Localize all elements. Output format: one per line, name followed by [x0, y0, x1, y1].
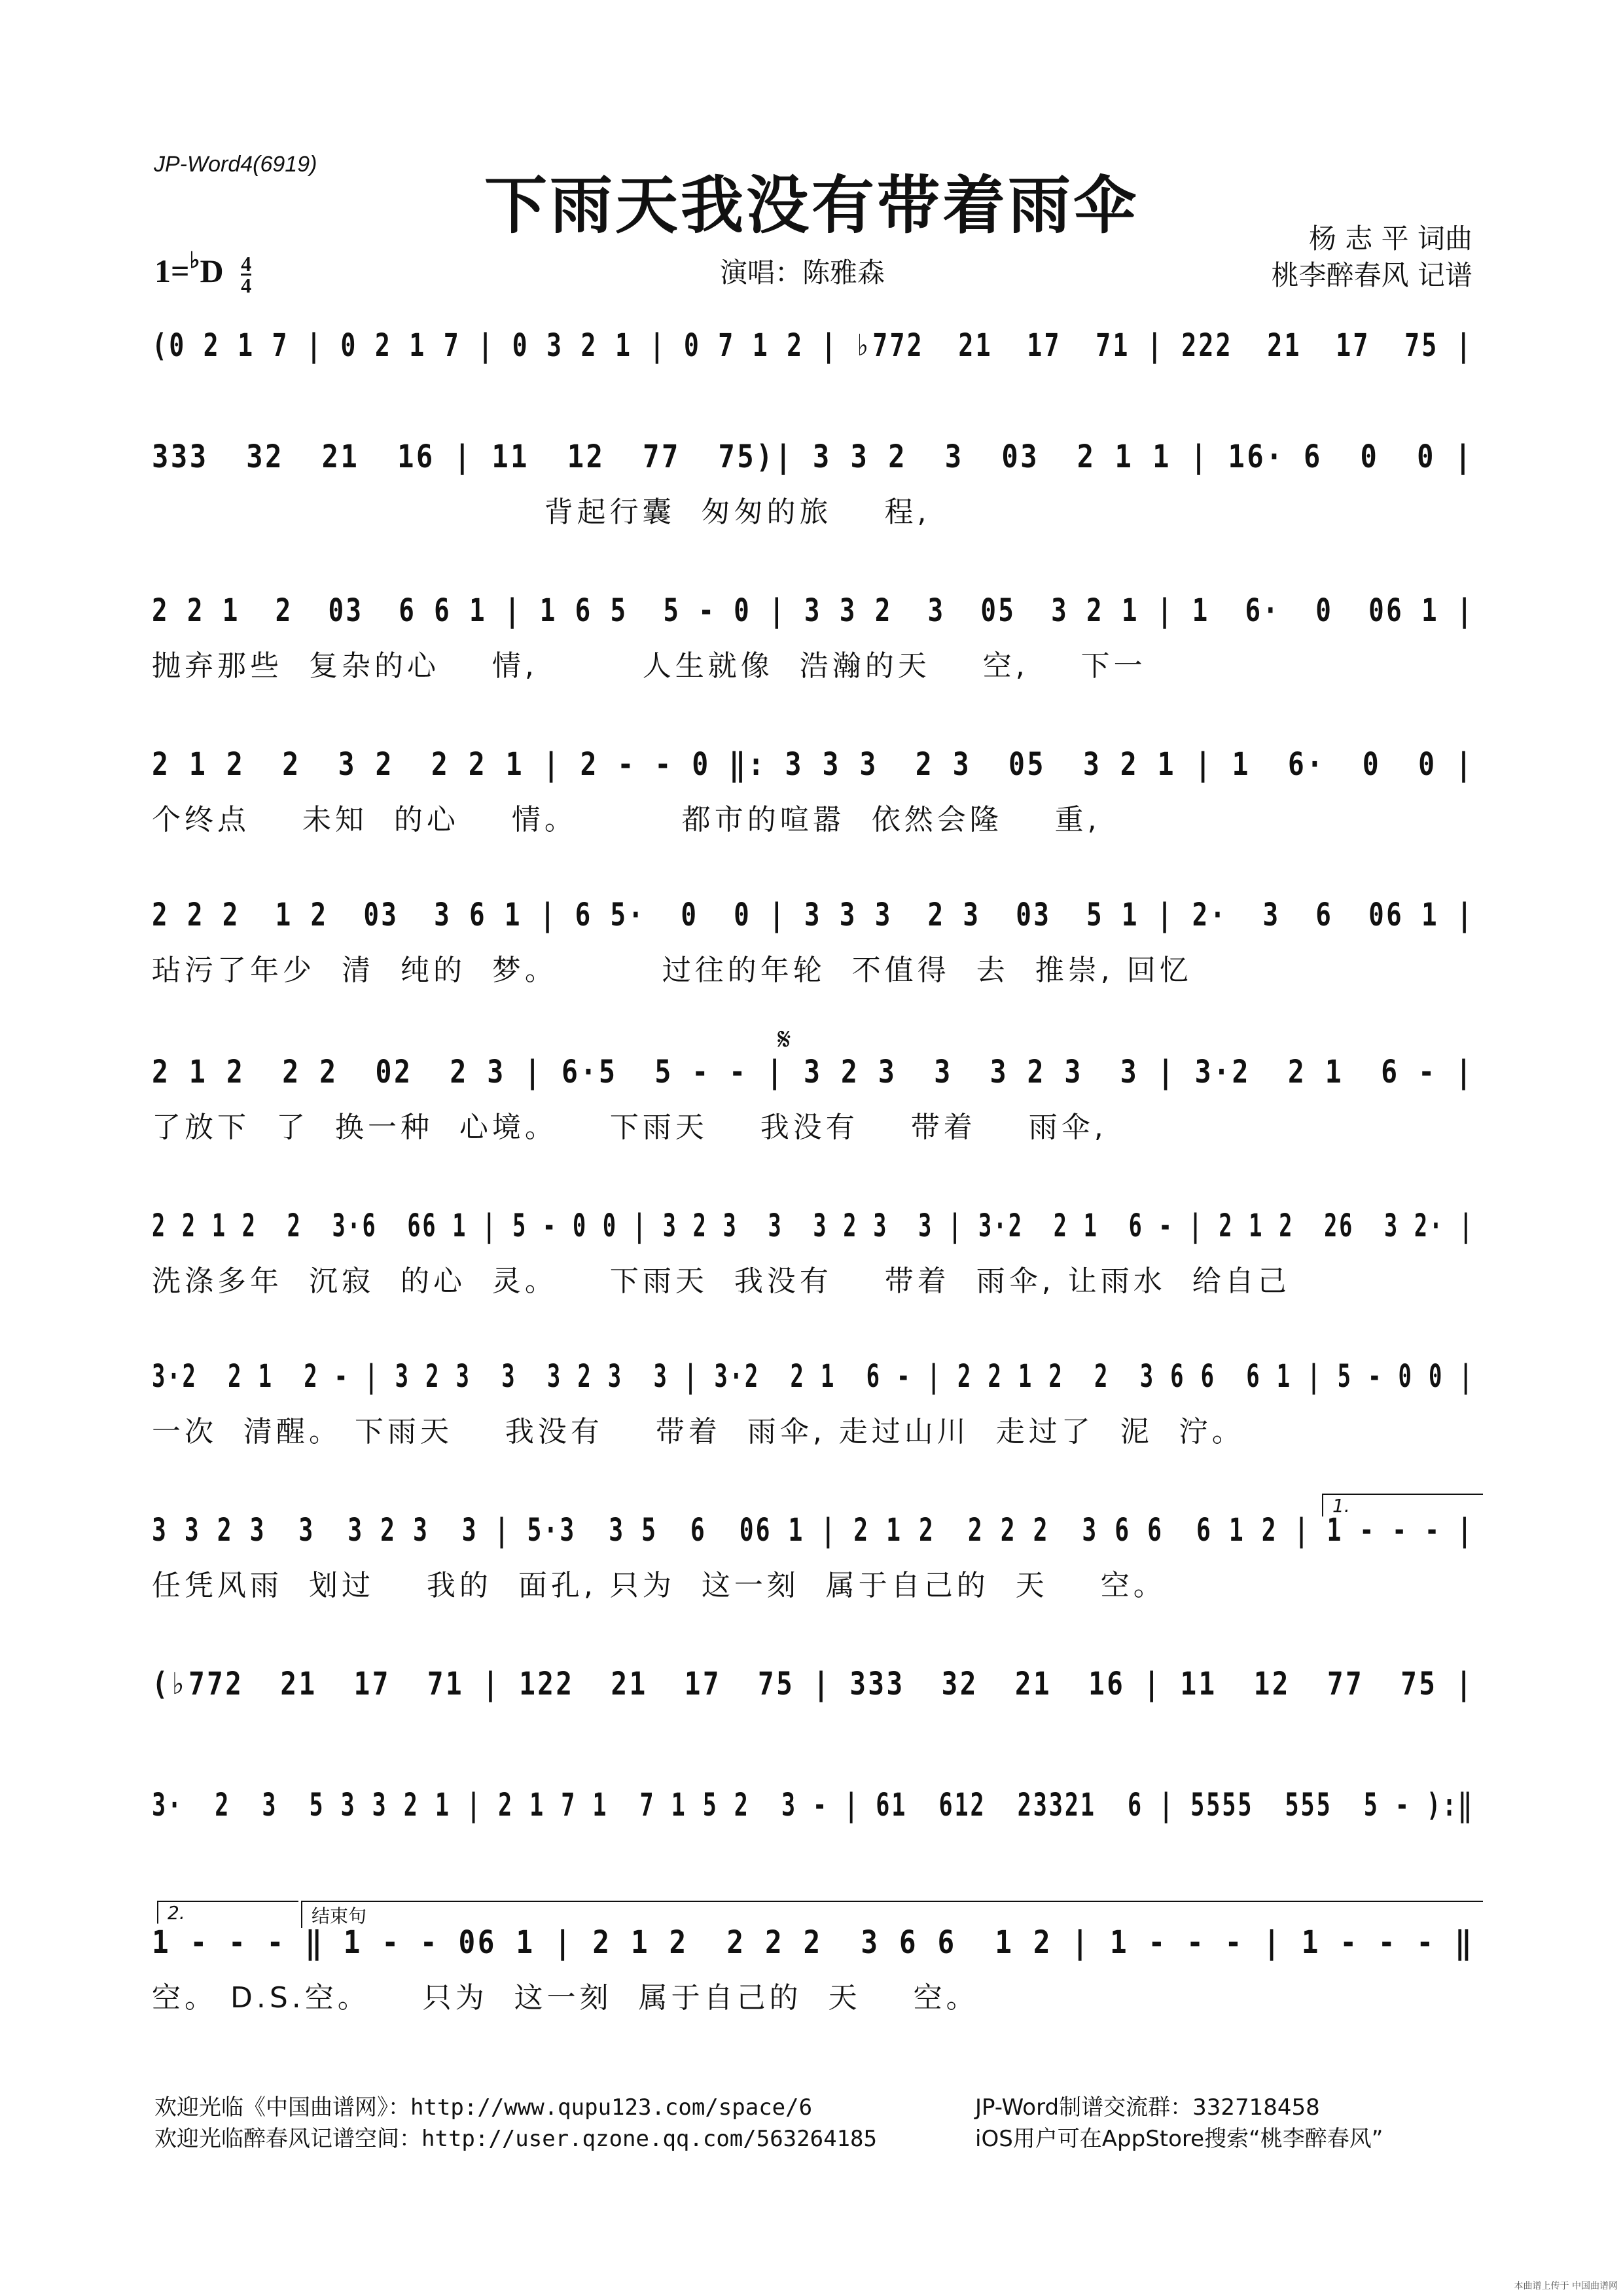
staff-notes: 3 3 2 3 3 3 2 3 3 | 5·3 3 5 6 06 1 | 2 1 2 2 2 2 3 6 6 6 1 2 | 1 - - - | — [152, 1512, 1474, 1549]
beam-lines — [152, 1706, 1474, 1719]
volta-second-ending: 2. — [157, 1901, 298, 1924]
lyric-line: 背起行囊 匆匆的旅 程, — [152, 495, 931, 529]
upload-stamp: 本曲谱上传于 中国曲谱网 — [1514, 2281, 1618, 2291]
staff-notes: 3· 2 3 5 3 3 2 1 | 2 1 7 1 7 1 5 2 3 - | 61 612 23321 6 | 5555 555 5 - ):‖ — [152, 1787, 1474, 1823]
volta-first-ending: 1. — [1322, 1494, 1483, 1516]
staff-line-9 — [152, 1512, 1474, 1604]
staff-line-2 — [152, 439, 1474, 530]
footer-qzone-link[interactable]: 欢迎光临醉春风记谱空间：http://user.qzone.qq.com/563264185 — [154, 2126, 877, 2152]
staff-notes: (0 2 1 7 | 0 2 1 7 | 0 3 2 1 | 0 7 1 2 | ♭772 21 17 71 | 222 21 17 75 | — [152, 327, 1473, 364]
staff-notes: 2 1 2 2 2 02 2 3 | 6·5 5 - - | 3 2 3 3 3 2 3 3 | 3·2 2 1 6 - | — [152, 1054, 1474, 1090]
lyric-line: 了放下 了 换一种 心境。 下雨天 我没有 带着 雨伞, — [152, 1111, 1107, 1144]
lyric-line: 洗涤多年 沉寂 的心 灵。 下雨天 我没有 带着 雨伞, 让雨水 给自己 — [152, 1265, 1291, 1298]
staff-notes: 333 32 21 16 | 11 12 77 75)| 3 3 2 3 03 2 1 1 | 16· 6 0 0 | — [152, 439, 1474, 475]
staff-line-12 — [152, 1924, 1474, 2016]
software-version: JP-Word4(6919) — [154, 152, 317, 177]
coda-label: 结束句 — [301, 1901, 1483, 1928]
lyric-line: 一次 清醒。 下雨天 我没有 带着 雨伞, 走过山川 走过了 泥 泞。 — [152, 1415, 1245, 1448]
beam-lines — [152, 1827, 1474, 1840]
staff-notes: (♭772 21 17 71 | 122 21 17 75 | 333 32 21 16 | 11 12 77 75 | — [152, 1666, 1474, 1702]
staff-line-3 — [152, 592, 1474, 684]
lyric-line: 抛弃那些 复杂的心 情, 人生就像 浩瀚的天 空, 下一 — [152, 649, 1147, 683]
lyric-line: 玷污了年少 清 纯的 梦。 过往的年轮 不值得 去 推崇, 回忆 — [152, 954, 1192, 987]
lyric-line: 个终点 未知 的心 情。 都市的喧嚣 依然会隆 重, — [152, 803, 1101, 836]
staff-notes: 3·2 2 1 2 - | 3 2 3 3 3 2 3 3 | 3·2 2 1 6 - | 2 2 1 2 2 3 6 6 6 1 | 5 - 0 0 | — [152, 1358, 1474, 1395]
composer-credit: 杨 志 平 词曲 — [1308, 223, 1472, 255]
staff-line-7 — [152, 1208, 1474, 1299]
time-signature-bottom: 4 — [241, 274, 252, 298]
footer-group-info: JP-Word制谱交流群：332718458 — [975, 2094, 1320, 2121]
time-signature-top: 4 — [241, 252, 252, 276]
key-prefix: 1= — [154, 253, 190, 289]
staff-notes: 2 2 1 2 03 6 6 1 | 1 6 5 5 - 0 | 3 3 2 3 05 3 2 1 | 1 6· 0 06 1 | — [152, 592, 1474, 629]
key-signature — [154, 247, 252, 298]
staff-line-5 — [152, 897, 1474, 988]
staff-line-10 — [152, 1666, 1474, 1757]
lyric-line: 空。 D.S.空。 只为 这一刻 属于自己的 天 空。 — [152, 1981, 979, 2015]
beam-lines — [152, 368, 1474, 381]
transcriber-credit: 桃李醉春风 记谱 — [1271, 259, 1472, 291]
staff-line-6 — [152, 1054, 1474, 1145]
staff-notes: 2 2 2 1 2 03 3 6 1 | 6 5· 0 0 | 3 3 3 2 3 03 5 1 | 2· 3 6 06 1 | — [152, 897, 1474, 933]
footer-app-info: iOS用户可在AppStore搜索“桃李醉春风” — [975, 2126, 1383, 2152]
singer-credit: 演唱：陈雅森 — [720, 257, 885, 289]
key-note: D — [200, 253, 224, 289]
flat-sign: ♭ — [189, 249, 200, 273]
staff-notes: 2 1 2 2 3 2 2 2 1 | 2 - - 0 ‖: 3 3 3 2 3 05 3 2 1 | 1 6· 0 0 | — [152, 746, 1474, 783]
staff-line-11 — [152, 1787, 1474, 1878]
staff-notes: 2 2 1 2 2 3·6 66 1 | 5 - 0 0 | 3 2 3 3 3 2 3 3 | 3·2 2 1 6 - | 2 1 2 26 3 2· | — [152, 1208, 1474, 1244]
footer-site-link[interactable]: 欢迎光临《中国曲谱网》：http://www.qupu123.com/space/6 — [154, 2094, 813, 2121]
staff-notes: 1 - - - ‖ 1 - - 06 1 | 2 1 2 2 2 2 3 6 6 1 2 | 1 - - - | 1 - - - ‖ — [152, 1924, 1474, 1961]
segno-sign: 𝄋 — [777, 1021, 791, 1058]
song-title: 下雨天我没有带着雨伞 — [484, 168, 1139, 242]
lyric-line: 任凭风雨 划过 我的 面孔, 只为 这一刻 属于自己的 天 空。 — [152, 1569, 1166, 1602]
staff-line-4 — [152, 746, 1474, 838]
staff-line-8 — [152, 1358, 1474, 1450]
time-signature — [241, 252, 252, 298]
staff-line-1 — [152, 327, 1474, 419]
